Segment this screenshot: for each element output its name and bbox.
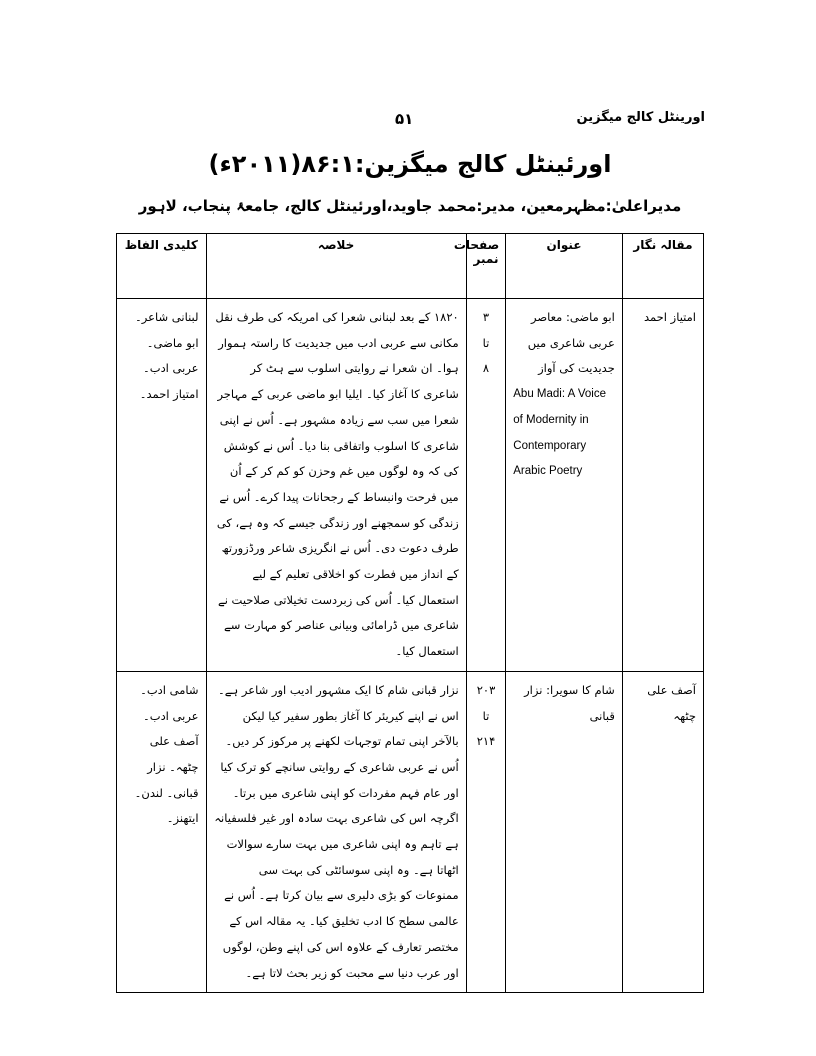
page-start: ۲۰۳ <box>476 682 496 697</box>
table-row <box>117 299 704 672</box>
title-urdu: شام کا سویرا: نزار قبانی <box>524 682 615 723</box>
abstract-cell: ۱۸۲۰ کے بعد لبنانی شعرا کی امریکہ کی طرف نقل مکانی سے عربی ادب میں جدیدیت کا راستہ ہموار ہوا۔ ان شعرا نے روایتی اسلوب سے ہٹ کر شاعری کا آغاز کیا۔ ایلیا ابو ماضی عربی کے مہاجر شعرا میں سب سے زیادہ مشہور ہے۔ اُس نے اپنی شاعری کا اسلوب واتفاقی بنا دیا۔ اُس نے کوشش کی کہ وہ لوگوں میں غم وحزن کو کم کر کے اُن میں فرحت وانبساط کے رجحانات پیدا کرے۔ اُس نے زندگی کو سمجھنے اور زندگی جیسے کہ وہ ہے، کی طرف دعوت دی۔ اُس نے انگریزی شاعر ورڈزورتھ کے انداز میں فطرت کو اخلاقی تعلیم کے لیے استعمال کیا۔ اُس کی زبردست تخیلاتی صلاحیت نے شاعری میں ڈرامائی وبیانی عناصر کو مہارت سے استعمال کیا۔ <box>206 299 466 672</box>
header-abstract: خلاصہ <box>206 234 466 299</box>
running-header <box>115 110 705 134</box>
editors-line: مدیراعلیٰ:مظہرمعین، مدیر:محمد جاوید،اورئینٹل کالج، جامعۂ پنجاب، لاہور <box>138 197 682 215</box>
page-end: ۲۱۴ <box>476 734 496 749</box>
articles-table <box>116 233 704 993</box>
abstract-cell: نزار قبانی شام کا ایک مشہور ادیب اور شاعر ہے۔ اس نے اپنے کیریئر کا آغاز بطور سفیر کیا لیکن بالآخر اپنی تمام توجہات لکھنے پر مرکوز کر دیں۔ اُس نے عربی شاعری کے روایتی سانچے کو ترک کیا اور عام فہم مفردات کو اپنی شاعری میں برتا۔ اگرچہ اس کی شاعری بہت سادہ اور غیر فلسفیانہ ہے تاہم وہ اپنی شاعری میں بہت سارے سوالات اٹھاتا ہے۔ وہ اپنی سوسائٹی کی بہت سی ممنوعات کو بڑی دلیری سے بیان کرتا ہے۔ اُس نے عالمی سطح کا ادب تخلیق کیا۔ یہ مقالہ اس کے مختصر تعارف کے علاوہ اس کی اپنے وطن، لوگوں اور عرب دنیا سے محبت کو زیر بحث لاتا ہے۔ <box>206 671 466 992</box>
journal-title: اورئینٹل کالج میگزین:۸۶:۱(۲۰۱۱ء) <box>208 150 612 178</box>
title-cell <box>506 671 623 992</box>
header-pages: صفحات نمبر <box>466 234 506 299</box>
page-separator: تا <box>482 708 490 723</box>
header-author: مقالہ نگار <box>622 234 703 299</box>
keywords-cell: شامی ادب۔ عربی ادب۔ آصف علی چٹھہ۔ نزار قبانی۔ لندن۔ ایتھنز۔ <box>117 671 207 992</box>
author-cell: آصف علی چٹھہ <box>622 671 703 992</box>
pages-cell <box>466 299 506 672</box>
pages-cell <box>466 671 506 992</box>
page-end: ۸ <box>482 361 490 376</box>
keywords-cell: لبنانی شاعر۔ ابو ماضی۔ عربی ادب۔ امتیاز احمد۔ <box>117 299 207 672</box>
table-header-row <box>117 234 704 299</box>
title-urdu: ابو ماضی: معاصر عربی شاعری میں جدیدیت کی آواز <box>527 310 615 376</box>
title-cell <box>506 299 623 672</box>
page-number: ۵۱ <box>395 110 414 128</box>
header-keywords: کلیدی الفاظ <box>117 234 207 299</box>
table-row <box>117 671 704 992</box>
page-separator: تا <box>482 335 490 350</box>
running-title: اورینٹل کالج میگزین <box>576 110 705 125</box>
header-title: عنوان <box>506 234 623 299</box>
author-cell: امتیاز احمد <box>622 299 703 672</box>
page-start: ۳ <box>482 310 490 324</box>
title-english: Abu Madi: A Voice of Modernity in Contemporary Arabic Poetry <box>513 388 606 478</box>
